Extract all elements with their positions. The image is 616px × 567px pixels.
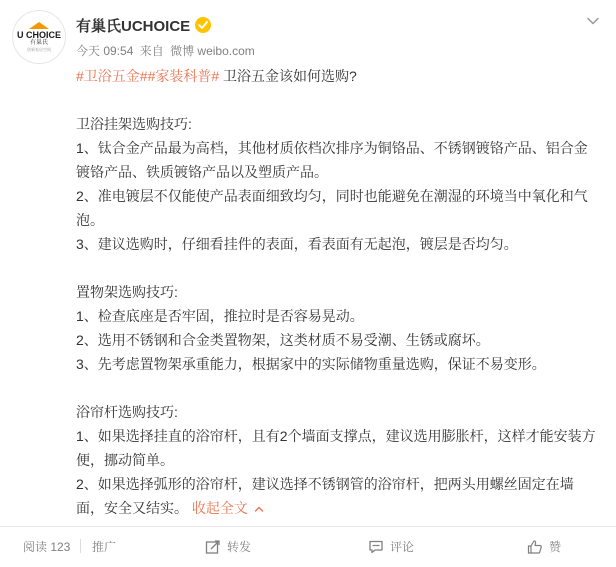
section2-item2: 2、选用不锈钢和合金类置物架，这类材质不易受潮、生锈或腐坏。 — [76, 332, 490, 348]
section2-item3: 3、先考虑置物架承重能力，根据家中的实际储物重量选购，保证不易变形。 — [76, 356, 546, 372]
avatar-tagline: 创新家居空间 — [27, 47, 51, 52]
post-footer — [0, 526, 616, 567]
post-meta — [76, 42, 258, 59]
section3-item2 — [76, 472, 601, 520]
post-intro — [76, 64, 601, 88]
read-count: 阅读 123 — [23, 540, 71, 554]
like-label: 赞 — [549, 540, 562, 554]
post-time[interactable]: 今天 09:54 — [76, 44, 134, 58]
chevron-down-icon[interactable] — [586, 14, 600, 28]
section1-item3: 3、建议选购时，仔细看挂件的表面，看表面有无起泡，镀层是否均匀。 — [76, 236, 518, 252]
thumbs-up-icon — [527, 539, 543, 555]
avatar-sub: 有巢氏 — [29, 40, 48, 46]
section1-title: 卫浴挂架选购技巧: — [76, 116, 192, 132]
repost-label: 转发 — [227, 540, 252, 554]
repost-button[interactable] — [205, 538, 251, 555]
section1-item2: 2、准电镀层不仅能使产品表面细致均匀，同时也能避免在潮湿的环境当中氧化和气泡。 — [76, 188, 588, 228]
like-button[interactable] — [527, 538, 561, 555]
section2-title: 置物架选购技巧: — [76, 284, 178, 300]
collapse-link[interactable]: 收起全文 — [191, 500, 248, 516]
avatar[interactable] — [12, 10, 66, 64]
intro-text: 卫浴五金该如何选购? — [219, 68, 357, 84]
section3-item1: 1、如果选择挂直的浴帘杆，且有2个墙面支撑点，建议选用膨胀杆，这样才能安装方便，挪动简单。 — [76, 428, 596, 468]
source-prefix: 来自 — [139, 44, 164, 58]
promote-link[interactable]: 推广 — [92, 540, 117, 554]
footer-divider — [80, 539, 81, 553]
section2-item1: 1、检查底座是否牢固，推拉时是否容易晃动。 — [76, 308, 364, 324]
verified-badge-icon — [195, 17, 211, 33]
logo-roof-icon — [29, 22, 49, 29]
avatar-brand: U CHOICE — [16, 30, 61, 40]
author-row — [76, 14, 211, 36]
comment-icon — [368, 539, 384, 555]
comment-label: 评论 — [390, 540, 415, 554]
section3-item2-text: 2、如果选择弧形的浴帘杆，建议选择不锈钢管的浴帘杆，把两头用螺丝固定在墙面，安全又结实。 — [76, 476, 574, 516]
section1-item1: 1、钛合金产品最为高档，其他材质依档次排序为铜铬品、不锈钢镀铬产品、铝合金镀铬产品、铁质镀铬产品以及塑质产品。 — [76, 140, 588, 180]
chevron-up-icon[interactable] — [254, 504, 264, 514]
topic-tag-home-decor[interactable]: #家装科普# — [147, 68, 220, 84]
post-source[interactable]: 微博 weibo.com — [170, 44, 255, 58]
post-content — [76, 64, 601, 520]
topic-tag-bathroom-hardware[interactable]: #卫浴五金# — [76, 68, 148, 84]
author-name[interactable]: 有巢氏UCHOICE — [76, 17, 191, 35]
repost-icon — [205, 539, 221, 555]
section3-title: 浴帘杆选购技巧: — [76, 404, 178, 420]
comment-button[interactable] — [368, 538, 414, 555]
